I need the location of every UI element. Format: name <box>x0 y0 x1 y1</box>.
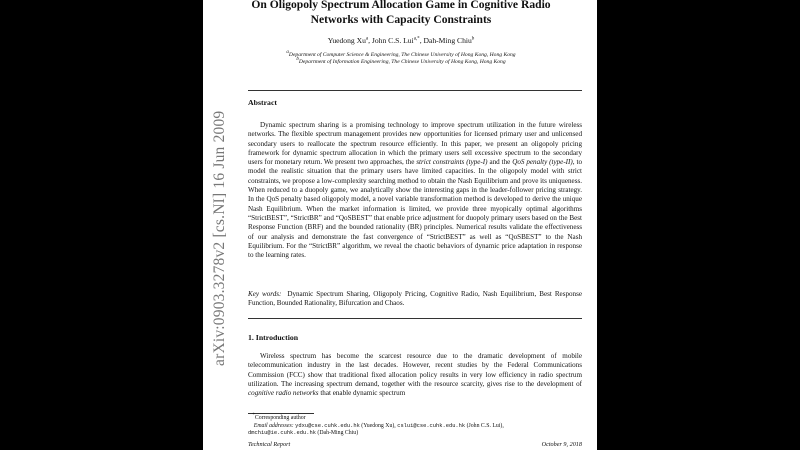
footer-report-type: Technical Report <box>248 441 291 448</box>
abstract-emphasis-1: strict constraints (type-I) <box>416 158 488 167</box>
author-1: Yuedong Xu <box>327 36 366 45</box>
footnote-corresponding <box>248 415 582 423</box>
email-3[interactable]: dmchiu@ie.cuhk.edu.hk <box>248 430 316 437</box>
author-3: Dah-Ming Chiu <box>423 36 472 45</box>
author-3-sup: b <box>471 36 475 42</box>
author-2-sup: a,* <box>413 36 420 42</box>
paper-title <box>248 0 554 27</box>
keywords <box>248 290 582 309</box>
introduction-heading: 1. Introduction <box>248 333 299 342</box>
email-3-owner: (Dah-Ming Chiu) <box>315 430 359 437</box>
title-line-2: Networks with Capacity Constraints <box>310 13 492 26</box>
keywords-label: Key words: <box>248 290 282 298</box>
intro-emphasis: cognitive radio networks <box>248 389 319 398</box>
affiliation-b-sup: b <box>296 57 299 63</box>
footnote-emails <box>248 423 582 438</box>
abstract-part-1: Dynamic spectrum sharing is a promising technology to improve spectrum utilization in the future wireless networks. The flexible spectrum management provides new opportunities for licensed primary user and unlicensed secondary users to reallocate the spectrum resource efficiently. In this paper, we present an oligopoly pricing framework for dynamic spectrum allocation in which the primary users sell excessive spectrum to the secondary users for monetary return. We present two approaches, the <box>248 121 582 167</box>
email-1[interactable]: ydxu@cse.cuhk.edu.hk <box>295 422 360 429</box>
affiliations <box>248 52 554 67</box>
footnote-star: * <box>252 413 255 419</box>
footnote-rule <box>248 413 314 414</box>
author-list: Yuedong Xu$^a$, John C.S. Lui$^{a,*}$, Dah-Ming Chiu$^b$ <box>327 36 475 45</box>
arxiv-identifier: arXiv:0903.3278v2 [cs.NI] 16 Jun 2009 <box>211 110 228 366</box>
author-2: John C.S. Lui <box>371 36 414 45</box>
title-line-1: On Oligopoly Spectrum Allocation Game in Cognitive Radio <box>251 0 551 11</box>
top-rule <box>248 90 582 91</box>
affiliation-b-text: Department of Information Engineering, The Chinese University of Hong Kong, Hong Kong <box>298 59 506 66</box>
keywords-text: Dynamic Spectrum Sharing, Oligopoly Pricing, Cognitive Radio, Nash Equilibrium, Best Response Function, Bounded Rationality, Bifurcation and Chaos. <box>248 290 583 308</box>
running-footer <box>248 441 582 448</box>
affiliation-b <box>248 59 554 66</box>
footnote-corresponding-text: Corresponding author <box>254 415 306 421</box>
abstract-part-3: , to model the realistic situation that the primary users have limited capacities. In the oligopoly model with strict constraints, we propose a low-complexity searching method to obtain the Nash Equilibrium and prove its uniqueness. When reduced to a duopoly game, we analytically show the interesting gaps in the leader-follower pricing strategy. In the QoS penalty based oligopoly model, a novel variable transformation method is developed to derive the unique Nash Equilibrium. When the market information is limited, we provide three myopically optimal algorithms “StrictBEST”, “StrictBR” and “QoSBEST” that enable price adjustment for duopoly primary users based on the Best Response Function (BRF) and the bounded rationality (BR) principles. Numerical results validate the effectiveness of our analysis and demonstrate the fast convergence of “StrictBEST” as well as “QoSBEST” to the Nash Equilibrium. For the “StrictBR” algorithm, we reveal the chaotic behaviors of dynamic price adaptation in response to the learning rates. <box>248 158 582 260</box>
abstract-heading: Abstract <box>248 98 278 107</box>
abstract-body <box>248 121 582 260</box>
abstract-part-2: and the <box>487 158 513 167</box>
bottom-rule <box>248 318 582 319</box>
affiliation-a-sup: a <box>286 50 289 56</box>
introduction-body <box>248 352 582 398</box>
footer-date: October 9, 2018 <box>541 441 582 448</box>
abstract-emphasis-2: QoS penalty (type-II) <box>512 158 573 167</box>
email-label: Email addresses: <box>253 422 294 429</box>
email-1-owner: (Yuedong Xu), <box>359 422 398 429</box>
affiliation-a-text: Department of Computer Science & Engineering, The Chinese University of Hong Kong, Hong Kong <box>288 52 516 58</box>
email-2[interactable]: cslui@cse.cuhk.edu.hk <box>397 422 466 429</box>
footnote <box>248 415 582 438</box>
intro-part-1: Wireless spectrum has become the scarcest resource due to the dramatic development of mobile telecommunication industry in the last decades. However, recent studies by the Federal Communications Commission (FCC) show that traditional fixed allocation policy results in very low efficiency in radio spectrum utilization. The increasing spectrum demand, together with the resource scarcity, gives rise to the development of <box>248 352 582 388</box>
email-2-owner: (John C.S. Lui), <box>465 422 504 429</box>
author-1-sup: a <box>365 36 369 42</box>
intro-part-2: that enable dynamic spectrum <box>318 389 406 398</box>
